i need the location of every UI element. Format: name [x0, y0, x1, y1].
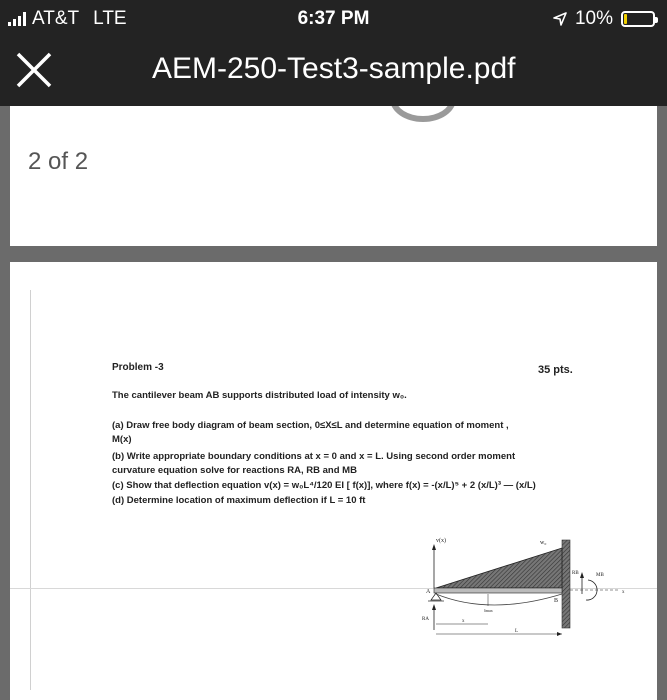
v-axis-label: v(x)	[436, 538, 446, 544]
page-scan-line	[30, 290, 31, 690]
pdf-page-2[interactable]	[10, 262, 657, 700]
page-counter: 2 of 2	[28, 148, 89, 175]
deflected-shape	[436, 594, 562, 605]
ra-label: RA	[422, 617, 429, 622]
pdf-page-1[interactable]	[10, 106, 657, 246]
part-a-line-2: M(x)	[112, 434, 132, 445]
problem-points: 35 pts.	[538, 364, 573, 376]
battery-icon	[621, 11, 655, 27]
fixed-wall	[562, 540, 570, 628]
part-a-line-1: (a) Draw free body diagram of beam section, 0≤X≤L and determine equation of moment ,	[112, 420, 509, 431]
distributed-load	[436, 548, 562, 588]
carrier-label: AT&T	[32, 8, 80, 29]
beam	[434, 588, 562, 593]
location-arrow-icon	[553, 12, 567, 26]
status-right-group	[553, 8, 655, 30]
mb-label: MB	[596, 573, 604, 578]
rb-label: RB	[572, 571, 579, 576]
l-label: L	[515, 629, 519, 634]
point-a-label: A	[426, 589, 431, 595]
part-d: (d) Determine location of maximum deflection if L = 10 ft	[112, 495, 366, 506]
title-bar	[0, 36, 667, 106]
w0-label: w₀	[540, 540, 547, 546]
rb-arrowhead	[580, 572, 584, 578]
x-axis-label: x	[622, 590, 625, 595]
close-icon	[14, 50, 54, 90]
problem-intro: The cantilever beam AB supports distributed load of intensity w₀.	[112, 390, 407, 401]
v-axis-arrow	[432, 544, 436, 550]
clock: 6:37 PM	[297, 8, 370, 29]
status-bar	[0, 0, 667, 36]
l-arrowhead	[557, 632, 562, 636]
page-1-figure-fragment	[390, 106, 456, 122]
delta-max-label: δmax	[484, 608, 493, 613]
ra-arrowhead	[432, 604, 436, 610]
problem-title: Problem -3	[112, 362, 164, 373]
battery-percent: 10%	[574, 8, 613, 29]
beam-diagram	[420, 530, 640, 700]
battery-fill	[624, 14, 627, 24]
close-button[interactable]	[14, 50, 54, 90]
part-b-line-1: (b) Write appropriate boundary conditions at x = 0 and x = L. Using second order moment	[112, 451, 516, 462]
part-c: (c) Show that deflection equation v(x) = w₀L⁴/120 EI [ f(x)], where f(x) = -(x/L)⁵ + 2 (x/L)³ — (x/L)	[112, 480, 536, 491]
point-b-label: B	[554, 598, 559, 604]
document-title: AEM-250-Test3-sample.pdf	[152, 52, 516, 85]
part-b-line-2: curvature equation solve for reactions RA, RB and MB	[112, 465, 357, 476]
network-label: LTE	[93, 8, 127, 29]
x-label: x	[462, 619, 465, 624]
